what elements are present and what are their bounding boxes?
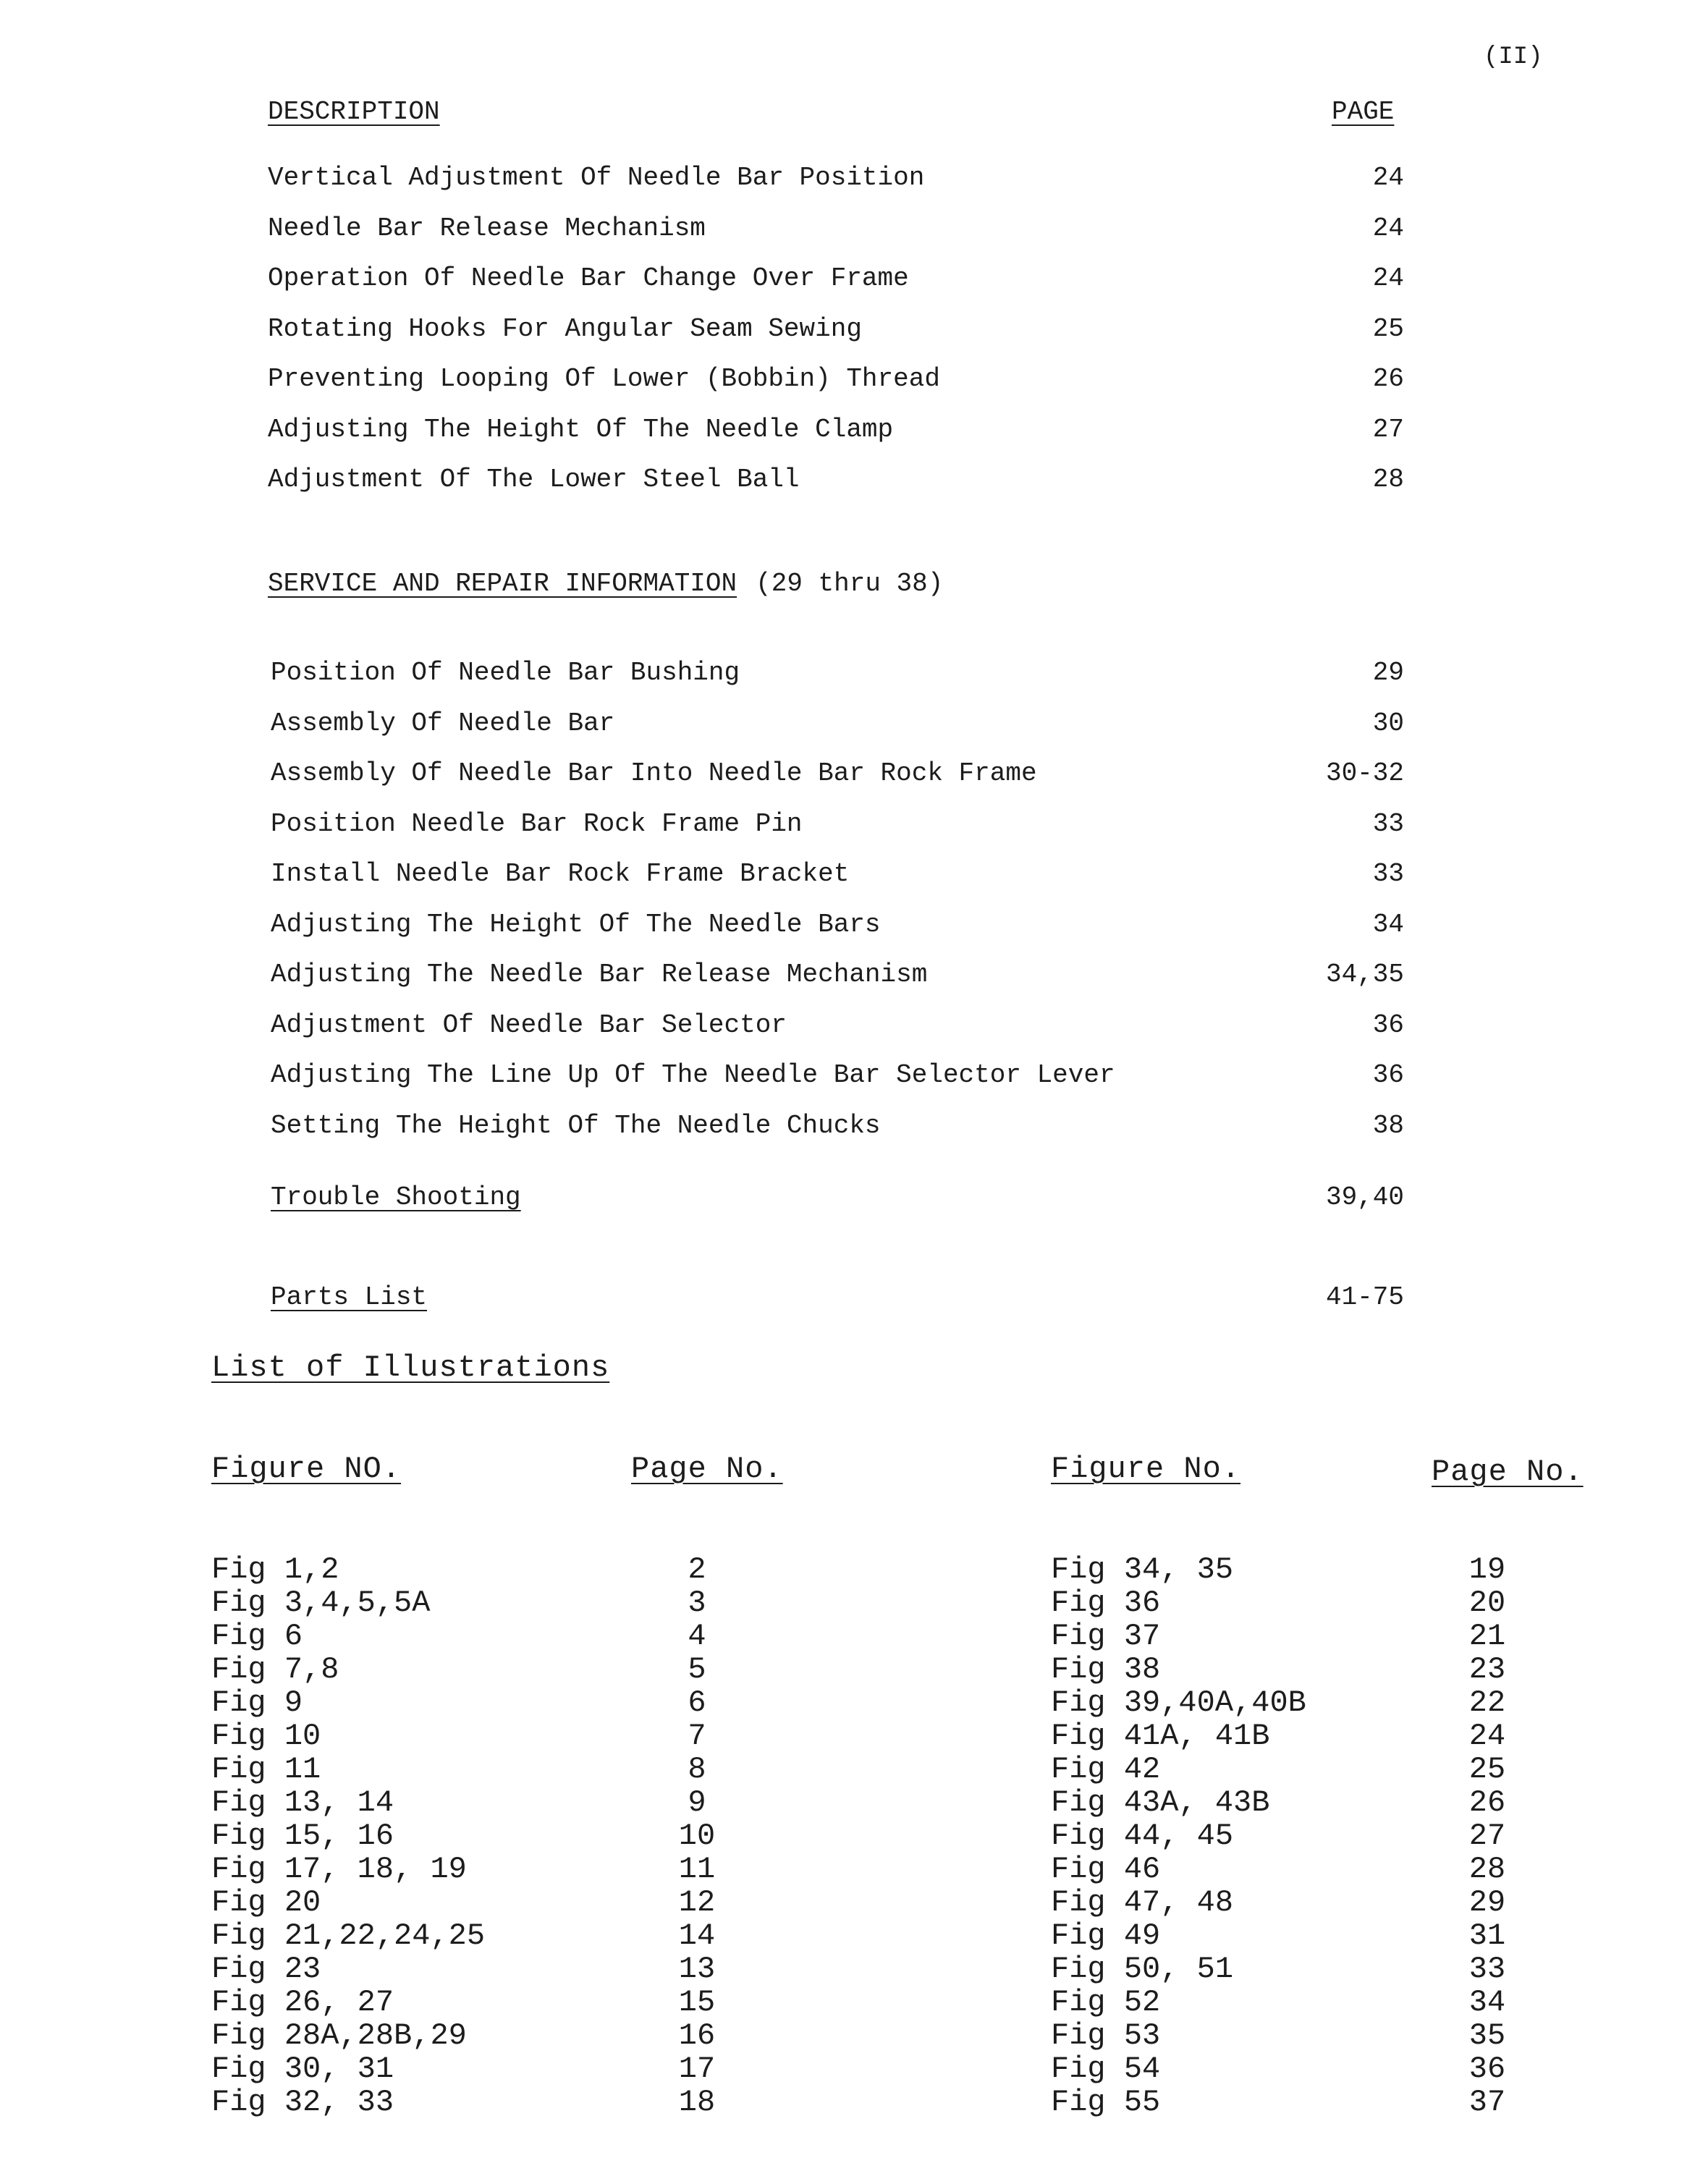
toc-entry-page: 30 bbox=[1372, 708, 1404, 738]
service-section-range: (29 thru 38) bbox=[756, 569, 944, 598]
service-section-title: SERVICE AND REPAIR INFORMATION bbox=[268, 569, 737, 598]
toc-entry-page: 34,35 bbox=[1325, 960, 1404, 989]
service-list bbox=[271, 659, 1404, 1161]
figure-page: 2 bbox=[688, 1552, 706, 1587]
toc-entry-page: 38 bbox=[1372, 1110, 1404, 1140]
toc-entry-title: Position Needle Bar Rock Frame Pin bbox=[271, 808, 803, 839]
figure-label: Fig 43A, 43B bbox=[1051, 1785, 1270, 1820]
figure-page: 28 bbox=[1468, 1852, 1506, 1887]
figure-label: Fig 17, 18, 19 bbox=[211, 1852, 467, 1887]
toc-entry bbox=[271, 709, 1404, 760]
toc-entry-page: 36 bbox=[1372, 1010, 1404, 1040]
figure-page: 29 bbox=[1468, 1885, 1506, 1920]
figure-page: 11 bbox=[678, 1852, 716, 1887]
toc-entry-title: Adjustment Of Needle Bar Selector bbox=[271, 1010, 787, 1040]
figure-page: 22 bbox=[1468, 1685, 1506, 1720]
figure-label: Fig 46 bbox=[1051, 1852, 1161, 1887]
toc-entry bbox=[271, 810, 1404, 860]
toc-entry-title: Adjusting The Height Of The Needle Bars bbox=[271, 909, 881, 939]
toc-entry-page: 24 bbox=[1372, 213, 1404, 243]
toc-entry bbox=[271, 1011, 1404, 1062]
figure-label: Fig 44, 45 bbox=[1051, 1819, 1234, 1853]
parts-list-title: Parts List bbox=[271, 1282, 428, 1312]
figure-page: 8 bbox=[688, 1752, 706, 1787]
figure-page: 25 bbox=[1468, 1752, 1506, 1787]
figure-page: 36 bbox=[1468, 2052, 1506, 2086]
figure-page: 13 bbox=[678, 1952, 716, 1986]
left-page-header: Page No. bbox=[631, 1452, 783, 1486]
figure-label: Fig 38 bbox=[1051, 1652, 1161, 1687]
toc-entry-page: 33 bbox=[1372, 859, 1404, 889]
figure-label: Fig 1,2 bbox=[211, 1552, 339, 1587]
toc-entry-title: Install Needle Bar Rock Frame Bracket bbox=[271, 859, 850, 889]
toc-entry-page: 30-32 bbox=[1325, 758, 1404, 788]
toc-entry-page: 33 bbox=[1372, 808, 1404, 839]
figure-page: 35 bbox=[1468, 2018, 1506, 2053]
figure-label: Fig 21,22,24,25 bbox=[211, 1918, 486, 1953]
figure-page: 31 bbox=[1468, 1918, 1506, 1953]
adjustments-list bbox=[268, 164, 1404, 516]
figure-page: 4 bbox=[688, 1619, 706, 1654]
page-column-header: PAGE bbox=[1332, 97, 1395, 127]
toc-entry bbox=[271, 860, 1404, 910]
figure-page: 9 bbox=[688, 1785, 706, 1820]
figure-label: Fig 26, 27 bbox=[211, 1985, 394, 2020]
figure-label: Fig 50, 51 bbox=[1051, 1952, 1234, 1986]
trouble-shooting-page: 39,40 bbox=[1325, 1182, 1404, 1212]
figure-page: 27 bbox=[1468, 1819, 1506, 1853]
figure-page: 5 bbox=[688, 1652, 706, 1687]
description-column-header: DESCRIPTION bbox=[268, 97, 440, 127]
toc-entry-page: 25 bbox=[1372, 313, 1404, 344]
figure-page: 12 bbox=[678, 1885, 716, 1920]
figure-page: 24 bbox=[1468, 1719, 1506, 1753]
figure-page: 26 bbox=[1468, 1785, 1506, 1820]
parts-list-page: 41-75 bbox=[1325, 1282, 1404, 1312]
figure-page: 15 bbox=[678, 1985, 716, 2020]
figure-page: 17 bbox=[678, 2052, 716, 2086]
page-number: (II) bbox=[1484, 43, 1543, 71]
toc-entry-title: Needle Bar Release Mechanism bbox=[268, 213, 706, 243]
figure-page: 19 bbox=[1468, 1552, 1506, 1587]
toc-entry-title: Assembly Of Needle Bar Into Needle Bar Rock Frame bbox=[271, 758, 1037, 788]
toc-entry bbox=[271, 1112, 1404, 1162]
toc-entry-title: Assembly Of Needle Bar bbox=[271, 708, 615, 738]
figure-label: Fig 11 bbox=[211, 1752, 321, 1787]
figure-page: 10 bbox=[678, 1819, 716, 1853]
figure-page: 16 bbox=[678, 2018, 716, 2053]
figure-page: 34 bbox=[1468, 1985, 1506, 2020]
figure-label: Fig 55 bbox=[1051, 2085, 1161, 2120]
figure-label: Fig 37 bbox=[1051, 1619, 1161, 1654]
figure-label: Fig 42 bbox=[1051, 1752, 1161, 1787]
figure-page: 23 bbox=[1468, 1652, 1506, 1687]
figure-label: Fig 9 bbox=[211, 1685, 303, 1720]
toc-entry-title: Setting The Height Of The Needle Chucks bbox=[271, 1110, 881, 1140]
service-section-heading bbox=[268, 569, 943, 598]
toc-entry-page: 24 bbox=[1372, 163, 1404, 192]
figure-label: Fig 30, 31 bbox=[211, 2052, 394, 2086]
toc-entry-page: 27 bbox=[1372, 414, 1404, 444]
figure-page: 33 bbox=[1468, 1952, 1506, 1986]
toc-entry bbox=[271, 659, 1404, 709]
toc-entry-title: Position Of Needle Bar Bushing bbox=[271, 658, 740, 687]
figure-label: Fig 36 bbox=[1051, 1586, 1161, 1620]
figure-page: 20 bbox=[1468, 1586, 1506, 1620]
figure-page: 37 bbox=[1468, 2085, 1506, 2120]
toc-entry bbox=[271, 910, 1404, 961]
toc-entry bbox=[268, 465, 1404, 516]
toc-entry-page: 29 bbox=[1372, 658, 1404, 687]
figure-label: Fig 32, 33 bbox=[211, 2085, 394, 2120]
illustrations-title: List of Illustrations bbox=[211, 1350, 610, 1385]
toc-entry bbox=[268, 264, 1404, 315]
figure-label: Fig 3,4,5,5A bbox=[211, 1586, 431, 1620]
figure-label: Fig 34, 35 bbox=[1051, 1552, 1234, 1587]
left-figure-header: Figure NO. bbox=[211, 1452, 402, 1486]
toc-entry bbox=[271, 759, 1404, 810]
trouble-shooting-title: Trouble Shooting bbox=[271, 1182, 521, 1212]
figure-label: Fig 23 bbox=[211, 1952, 321, 1986]
toc-entry bbox=[268, 214, 1404, 265]
figure-page: 6 bbox=[688, 1685, 706, 1720]
toc-entry-title: Vertical Adjustment Of Needle Bar Position bbox=[268, 163, 925, 192]
figure-label: Fig 6 bbox=[211, 1619, 303, 1654]
figure-label: Fig 20 bbox=[211, 1885, 321, 1920]
toc-entry-title: Adjusting The Height Of The Needle Clamp bbox=[268, 414, 894, 444]
toc-entry-title: Preventing Looping Of Lower (Bobbin) Thread bbox=[268, 364, 940, 394]
figure-label: Fig 7,8 bbox=[211, 1652, 339, 1687]
figure-label: Fig 52 bbox=[1051, 1985, 1161, 2020]
figure-page: 14 bbox=[678, 1918, 716, 1953]
figure-page: 18 bbox=[678, 2085, 716, 2120]
figure-label: Fig 10 bbox=[211, 1719, 321, 1753]
figure-page: 7 bbox=[688, 1719, 706, 1753]
toc-entry-title: Adjusting The Line Up Of The Needle Bar Selector Lever bbox=[271, 1060, 1115, 1090]
right-figure-header: Figure No. bbox=[1051, 1452, 1241, 1486]
toc-entry bbox=[271, 960, 1404, 1011]
toc-entry-page: 36 bbox=[1372, 1060, 1404, 1090]
figure-page: 3 bbox=[688, 1586, 706, 1620]
figure-label: Fig 39,40A,40B bbox=[1051, 1685, 1306, 1720]
toc-entry bbox=[268, 365, 1404, 415]
toc-entry bbox=[268, 415, 1404, 466]
toc-entry-title: Rotating Hooks For Angular Seam Sewing bbox=[268, 313, 862, 344]
figure-label: Fig 47, 48 bbox=[1051, 1885, 1234, 1920]
figure-label: Fig 49 bbox=[1051, 1918, 1161, 1953]
toc-entry-title: Adjusting The Needle Bar Release Mechanism bbox=[271, 960, 928, 989]
figure-label: Fig 13, 14 bbox=[211, 1785, 394, 1820]
figure-label: Fig 28A,28B,29 bbox=[211, 2018, 467, 2053]
toc-entry-page: 28 bbox=[1372, 465, 1404, 494]
figure-label: Fig 53 bbox=[1051, 2018, 1161, 2053]
toc-entry bbox=[268, 315, 1404, 365]
figure-label: Fig 15, 16 bbox=[211, 1819, 394, 1853]
toc-entry-page: 34 bbox=[1372, 909, 1404, 939]
toc-entry-title: Adjustment Of The Lower Steel Ball bbox=[268, 465, 800, 494]
figure-label: Fig 41A, 41B bbox=[1051, 1719, 1270, 1753]
figure-label: Fig 54 bbox=[1051, 2052, 1161, 2086]
right-page-header: Page No. bbox=[1432, 1455, 1584, 1489]
figure-page: 21 bbox=[1468, 1619, 1506, 1654]
toc-entry bbox=[271, 1061, 1404, 1112]
toc-entry-title: Operation Of Needle Bar Change Over Frame bbox=[268, 263, 909, 293]
toc-entry-page: 26 bbox=[1372, 364, 1404, 394]
toc-entry-page: 24 bbox=[1372, 263, 1404, 293]
toc-entry bbox=[268, 164, 1404, 214]
